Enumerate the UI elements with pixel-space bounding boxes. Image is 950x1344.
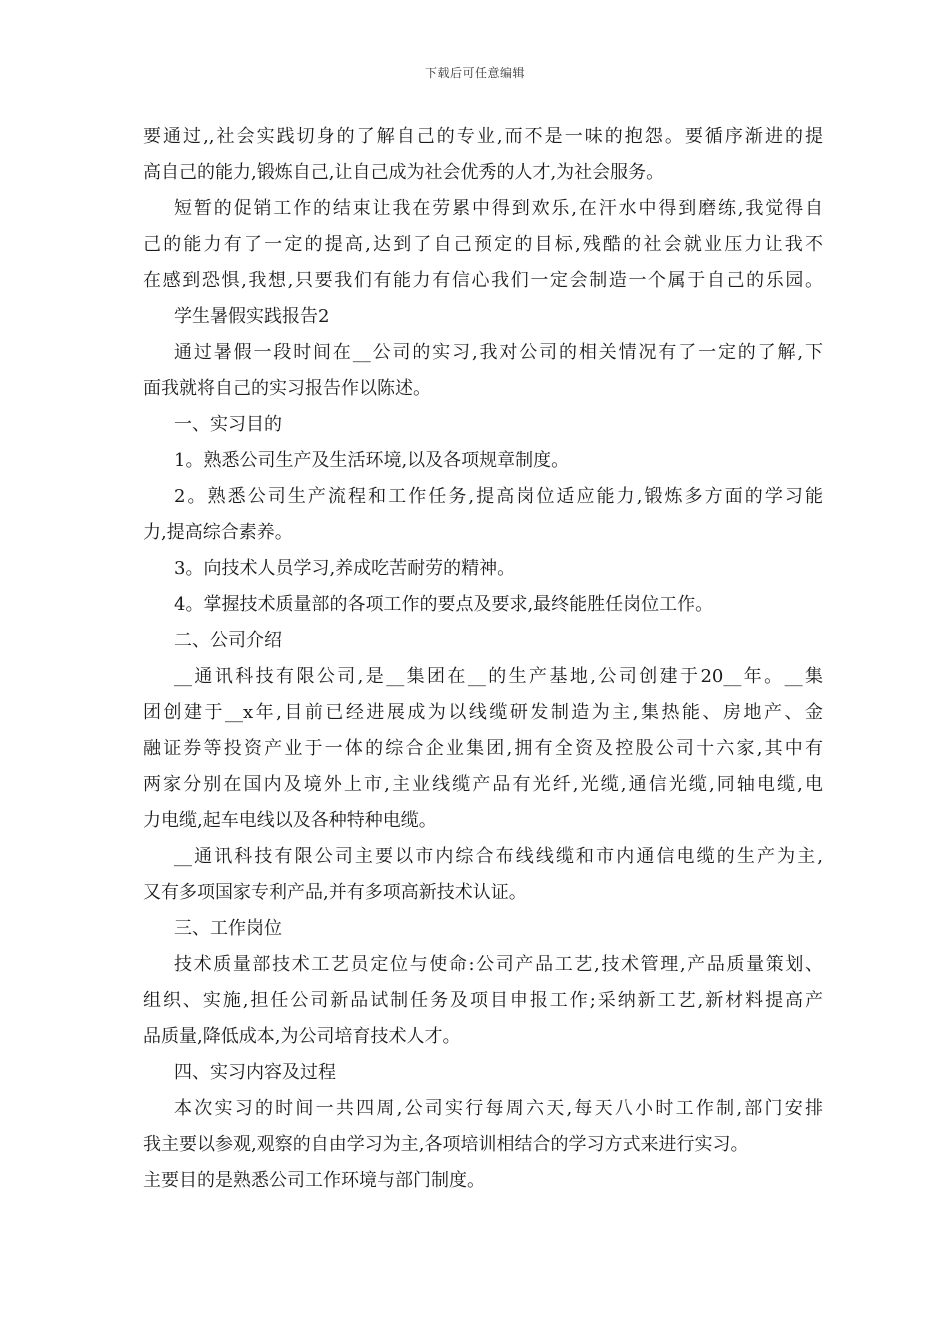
text-line: 1。熟悉公司生产及生活环境,以及各项规章制度。 bbox=[174, 450, 570, 471]
text-line: 2。熟悉公司生产流程和工作任务,提高岗位适应能力,锻炼多方面的学习能 bbox=[174, 486, 823, 507]
text-line: 组织、实施,担任公司新品试制任务及项目申报工作;采纳新工艺,新材料提高产 bbox=[143, 990, 823, 1011]
text-line: 短暂的促销工作的结束让我在劳累中得到欢乐,在汗水中得到磨练,我觉得自 bbox=[174, 198, 823, 219]
text-line: 三、工作岗位 bbox=[174, 918, 282, 939]
text-line: 学生暑假实践报告2 bbox=[174, 306, 330, 327]
text-line: 3。向技术人员学习,养成吃苦耐劳的精神。 bbox=[174, 558, 516, 579]
text-line: 又有多项国家专利产品,并有多项高新技术认证。 bbox=[143, 882, 527, 903]
document-body bbox=[143, 119, 823, 1199]
text-line: 4。掌握技术质量部的各项工作的要点及要求,最终能胜任岗位工作。 bbox=[174, 594, 714, 615]
text-line: 面我就将自己的实习报告作以陈述。 bbox=[143, 378, 431, 399]
text-line: 品质量,降低成本,为公司培育技术人才。 bbox=[143, 1026, 461, 1047]
text-line: 要通过,,社会实践切身的了解自己的专业,而不是一味的抱怨。要循序渐进的提 bbox=[143, 126, 823, 147]
text-line: 主要目的是熟悉公司工作环境与部门制度。 bbox=[143, 1170, 485, 1191]
text-line: 高自己的能力,锻炼自己,让自己成为社会优秀的人才,为社会服务。 bbox=[143, 162, 665, 183]
text-line: 四、实习内容及过程 bbox=[174, 1062, 336, 1083]
page-header: 下载后可任意编辑 bbox=[424, 66, 525, 80]
text-line: 本次实习的时间一共四周,公司实行每周六天,每天八小时工作制,部门安排 bbox=[174, 1098, 823, 1119]
text-line: __通讯科技有限公司,是__集团在__的生产基地,公司创建于20__年。__集 bbox=[174, 666, 823, 687]
text-line: 在感到恐惧,我想,只要我们有能力有信心我们一定会制造一个属于自己的乐园。 bbox=[143, 270, 823, 291]
text-line: 我主要以参观,观察的自由学习为主,各项培训相结合的学习方式来进行实习。 bbox=[143, 1134, 749, 1155]
text-line: 两家分别在国内及境外上市,主业线缆产品有光纤,光缆,通信光缆,同轴电缆,电 bbox=[143, 774, 823, 795]
text-line: __通讯科技有限公司主要以市内综合布线线缆和市内通信电缆的生产为主, bbox=[174, 846, 823, 867]
text-line: 通过暑假一段时间在__公司的实习,我对公司的相关情况有了一定的了解,下 bbox=[174, 342, 823, 363]
text-line: 力电缆,起车电线以及各种特种电缆。 bbox=[143, 810, 437, 831]
text-line: 技术质量部技术工艺员定位与使命:公司产品工艺,技术管理,产品质量策划、 bbox=[174, 954, 823, 975]
text-line: 二、公司介绍 bbox=[174, 630, 282, 651]
text-line: 团创建于__x年,目前已经进展成为以线缆研发制造为主,集热能、房地产、金 bbox=[143, 702, 823, 723]
text-line: 己的能力有了一定的提高,达到了自己预定的目标,残酷的社会就业压力让我不 bbox=[143, 234, 823, 255]
text-line: 力,提高综合素养。 bbox=[143, 522, 293, 543]
text-line: 一、实习目的 bbox=[174, 414, 282, 435]
text-line: 融证券等投资产业于一体的综合企业集团,拥有全资及控股公司十六家,其中有 bbox=[143, 738, 823, 759]
